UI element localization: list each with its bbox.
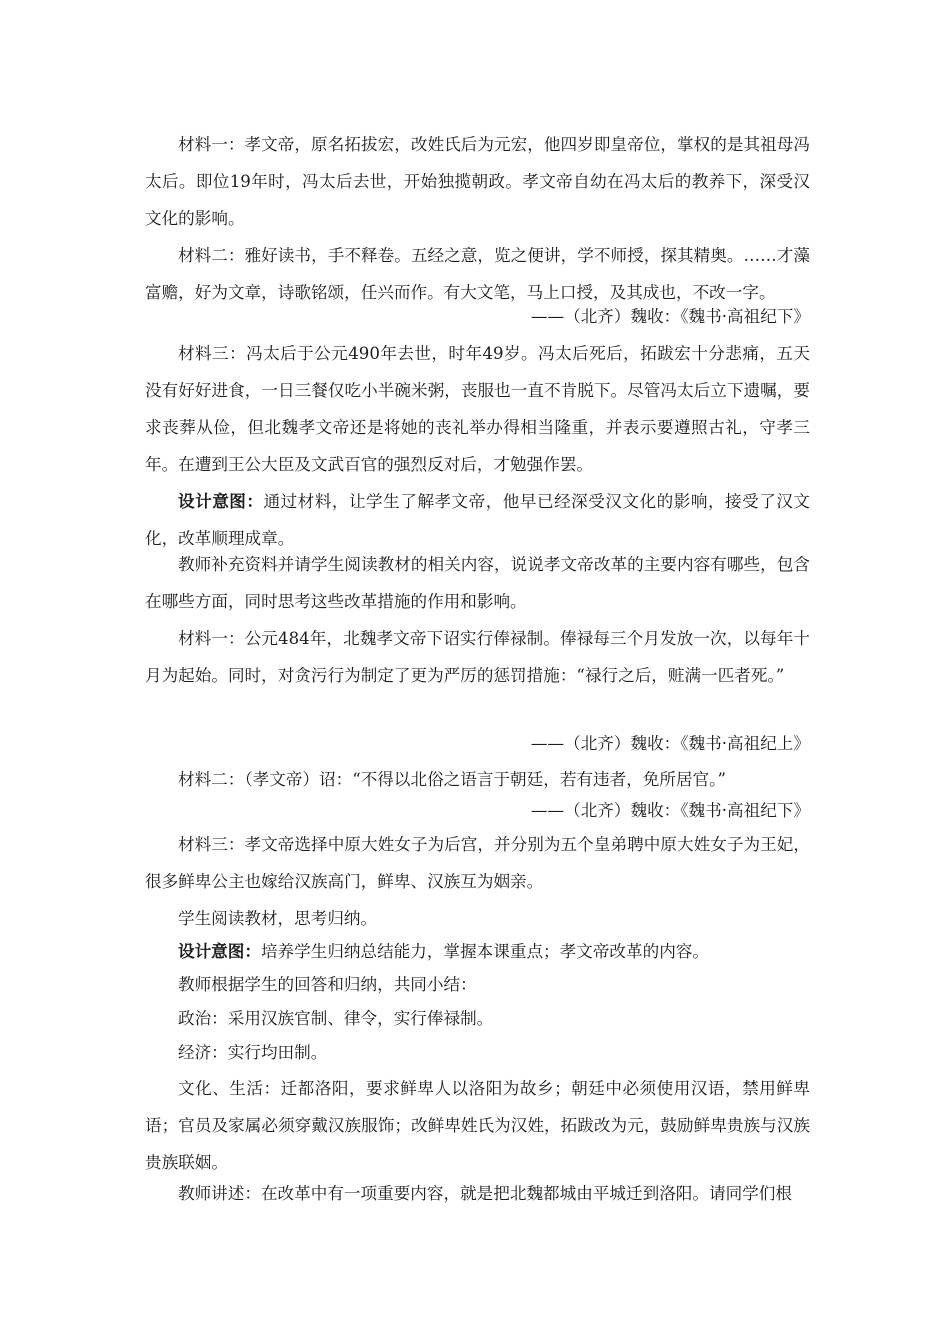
source-citation: ——（北齐）魏收：《魏书·高祖纪下》: [530, 801, 810, 820]
material-1b-paragraph: 材料一：公元484年，北魏孝文帝下诏实行俸禄制。俸禄每三个月发放一次，以每年十月为起始。同时，对贪污行为制定了更为严厉的惩罚措施：“禄行之后，赃满一匹者死。”: [145, 629, 810, 685]
source-citation: ——（北齐）魏收：《魏书·高祖纪上》: [530, 734, 810, 753]
design-intent-label: 设计意图：: [178, 941, 261, 961]
economy-summary-paragraph: 经济：实行均田制。: [178, 1043, 328, 1062]
teacher-summary-paragraph: 教师根据学生的回答和归纳，共同小结：: [178, 975, 477, 994]
design-intent-label: 设计意图：: [178, 491, 264, 511]
student-activity-paragraph: 学生阅读教材，思考归纳。: [178, 909, 378, 928]
politics-summary-paragraph: 政治：采用汉族官制、律令，实行俸禄制。: [178, 1009, 494, 1028]
source-citation: ——（北齐）魏收：《魏书·高祖纪下》: [530, 307, 810, 326]
culture-summary-paragraph: 文化、生活：迁都洛阳，要求鲜卑人以洛阳为故乡；朝廷中必须使用汉语，禁用鲜卑语；官员及家属必须穿戴汉族服饰；改鲜卑姓氏为汉姓，拓跋改为元，鼓励鲜卑贵族与汉族贵族联姻。: [145, 1079, 810, 1172]
teacher-instruction-paragraph: 教师补充资料并请学生阅读教材的相关内容，说说孝文帝改革的主要内容有哪些，包含在哪些方面，同时思考这些改革措施的作用和影响。: [145, 555, 810, 611]
material-3b-paragraph: 材料三：孝文帝选择中原大姓女子为后宫，并分别为五个皇弟聘中原大姓女子为王妃，很多鲜卑公主也嫁给汉族高门，鲜卑、汉族互为姻亲。: [145, 835, 810, 891]
material-3-paragraph: 材料三：冯太后于公元490年去世，时年49岁。冯太后死后，拓跋宏十分悲痛，五天没有好好进食，一日三餐仅吃小半碗米粥，丧服也一直不肯脱下。尽管冯太后立下遗嘱，要求丧葬从俭，但北魏孝文帝还是将她的丧礼举办得相当隆重，并表示要遵照古礼，守孝三年。在遭到王公大臣及文武百官的强烈反对后，才勉强作罢。: [145, 344, 810, 474]
design-intent-paragraph: [145, 933, 810, 970]
design-intent-text: 培养学生归纳总结能力，掌握本课重点；孝文帝改革的内容。: [260, 942, 709, 961]
material-2-paragraph: 材料二：雅好读书，手不释卷。五经之意，览之便讲，学不师授，探其精奥。……才藻富赡，好为文章，诗歌铭颂，任兴而作。有大文笔，马上口授，及其成也，不改一字。: [145, 246, 810, 302]
design-intent-text: 通过材料，让学生了解孝文帝，他早已经深受汉文化的影响，接受了汉文化，改革顺理成章。: [145, 492, 811, 548]
material-1-paragraph: 材料一：孝文帝，原名拓拔宏，改姓氏后为元宏，他四岁即皇帝位，掌权的是其祖母冯太后。即位19年时，冯太后去世，开始独揽朝政。孝文帝自幼在冯太后的教养下，深受汉文化的影响。: [145, 135, 810, 228]
material-2b-paragraph: 材料二：（孝文帝）诏：“不得以北俗之语言于朝廷，若有违者，免所居官。”: [178, 770, 726, 789]
teacher-narration-paragraph: 教师讲述：在改革中有一项重要内容，就是把北魏都城由平城迁到洛阳。请同学们根: [178, 1184, 792, 1203]
